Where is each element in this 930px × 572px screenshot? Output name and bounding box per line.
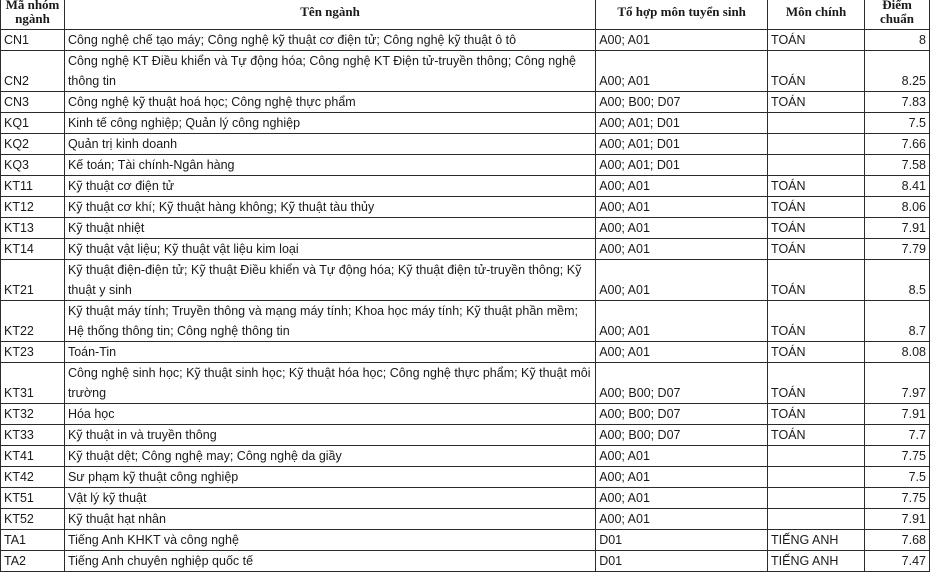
table-row <box>1 155 930 176</box>
main-subject-cell: TOÁN <box>768 239 865 260</box>
combo-cell: A00; A01 <box>596 197 768 218</box>
code-cell: KQ2 <box>1 134 65 155</box>
combo-cell: A00; A01 <box>596 30 768 51</box>
score-cell: 7.58 <box>865 155 930 176</box>
main-subject-cell: TOÁN <box>768 218 865 239</box>
combo-cell: A00; B00; D07 <box>596 363 768 404</box>
code-cell: KT12 <box>1 197 65 218</box>
score-cell: 7.83 <box>865 92 930 113</box>
combo-cell: A00; A01; D01 <box>596 113 768 134</box>
name-cell: Kinh tế công nghiệp; Quản lý công nghiệp <box>64 113 595 134</box>
code-cell: CN1 <box>1 30 65 51</box>
combo-cell: D01 <box>596 530 768 551</box>
table-row <box>1 134 930 155</box>
name-cell: Kỹ thuật hạt nhân <box>64 509 595 530</box>
main-subject-cell <box>768 446 865 467</box>
score-cell: 7.7 <box>865 425 930 446</box>
score-cell: 7.75 <box>865 488 930 509</box>
table-row <box>1 446 930 467</box>
main-subject-cell: TOÁN <box>768 92 865 113</box>
score-cell: 8.06 <box>865 197 930 218</box>
table-row <box>1 551 930 572</box>
table-row <box>1 218 930 239</box>
code-cell: KT33 <box>1 425 65 446</box>
code-cell: KT42 <box>1 467 65 488</box>
code-cell: TA2 <box>1 551 65 572</box>
name-cell: Sư phạm kỹ thuật công nghiệp <box>64 467 595 488</box>
main-subject-cell: TOÁN <box>768 342 865 363</box>
code-cell: KT31 <box>1 363 65 404</box>
code-cell: KT32 <box>1 404 65 425</box>
main-subject-cell: TOÁN <box>768 51 865 92</box>
score-cell: 7.97 <box>865 363 930 404</box>
main-subject-cell: TOÁN <box>768 301 865 342</box>
combo-cell: A00; A01; D01 <box>596 155 768 176</box>
code-cell: CN3 <box>1 92 65 113</box>
table-row <box>1 113 930 134</box>
main-subject-cell <box>768 113 865 134</box>
score-cell: 8.08 <box>865 342 930 363</box>
table-row <box>1 197 930 218</box>
name-cell: Công nghệ chế tạo máy; Công nghệ kỹ thuật cơ điện tử; Công nghệ kỹ thuật ô tô <box>64 30 595 51</box>
main-subject-cell: TIẾNG ANH <box>768 530 865 551</box>
table-row <box>1 30 930 51</box>
score-cell: 8.5 <box>865 260 930 301</box>
score-cell: 7.91 <box>865 404 930 425</box>
combo-cell: A00; B00; D07 <box>596 425 768 446</box>
name-cell: Kỹ thuật vật liệu; Kỹ thuật vật liệu kim loại <box>64 239 595 260</box>
main-subject-cell <box>768 155 865 176</box>
table-row <box>1 488 930 509</box>
score-cell: 7.79 <box>865 239 930 260</box>
score-cell: 7.5 <box>865 467 930 488</box>
main-subject-cell: TOÁN <box>768 197 865 218</box>
score-cell: 7.75 <box>865 446 930 467</box>
combo-cell: D01 <box>596 551 768 572</box>
table-row <box>1 260 930 301</box>
combo-cell: A00; A01 <box>596 260 768 301</box>
table-row <box>1 301 930 342</box>
code-cell: KT21 <box>1 260 65 301</box>
combo-cell: A00; A01 <box>596 488 768 509</box>
code-cell: KT41 <box>1 446 65 467</box>
table-row <box>1 176 930 197</box>
code-cell: KT22 <box>1 301 65 342</box>
combo-cell: A00; A01 <box>596 301 768 342</box>
table-row <box>1 509 930 530</box>
combo-cell: A00; A01 <box>596 342 768 363</box>
code-cell: KT14 <box>1 239 65 260</box>
table-row <box>1 342 930 363</box>
combo-cell: A00; A01 <box>596 176 768 197</box>
name-cell: Công nghệ sinh học; Kỹ thuật sinh học; Kỹ thuật hóa học; Công nghệ thực phẩm; Kỹ thuật môi trường <box>64 363 595 404</box>
main-subject-cell: TOÁN <box>768 363 865 404</box>
combo-cell: A00; A01 <box>596 446 768 467</box>
main-subject-cell <box>768 509 865 530</box>
table-row <box>1 239 930 260</box>
name-cell: Kỹ thuật điện-điện tử; Kỹ thuật Điều khiển và Tự động hóa; Kỹ thuật điện tử-truyền thông; Kỹ thuật y sinh <box>64 260 595 301</box>
score-cell: 7.66 <box>865 134 930 155</box>
table-row <box>1 467 930 488</box>
main-subject-cell <box>768 134 865 155</box>
name-cell: Kỹ thuật máy tính; Truyền thông và mạng máy tính; Khoa học máy tính; Kỹ thuật phần mềm; Hệ thống thông tin; Công nghệ thông tin <box>64 301 595 342</box>
table-row <box>1 530 930 551</box>
code-cell: TA1 <box>1 530 65 551</box>
code-cell: CN2 <box>1 51 65 92</box>
score-cell: 7.47 <box>865 551 930 572</box>
name-cell: Tiếng Anh chuyên nghiệp quốc tế <box>64 551 595 572</box>
name-cell: Toán-Tin <box>64 342 595 363</box>
code-cell: KQ1 <box>1 113 65 134</box>
name-cell: Hóa học <box>64 404 595 425</box>
table-row <box>1 92 930 113</box>
name-cell: Kế toán; Tài chính-Ngân hàng <box>64 155 595 176</box>
score-cell: 8 <box>865 30 930 51</box>
code-cell: KT13 <box>1 218 65 239</box>
header-name: Tên ngành <box>64 0 595 30</box>
code-cell: KT23 <box>1 342 65 363</box>
name-cell: Kỹ thuật cơ điện tử <box>64 176 595 197</box>
name-cell: Kỹ thuật cơ khí; Kỹ thuật hàng không; Kỹ thuật tàu thủy <box>64 197 595 218</box>
name-cell: Tiếng Anh KHKT và công nghệ <box>64 530 595 551</box>
combo-cell: A00; B00; D07 <box>596 404 768 425</box>
combo-cell: A00; A01 <box>596 218 768 239</box>
combo-cell: A00; A01 <box>596 239 768 260</box>
code-cell: KQ3 <box>1 155 65 176</box>
main-subject-cell: TOÁN <box>768 176 865 197</box>
main-subject-cell: TOÁN <box>768 30 865 51</box>
score-cell: 8.41 <box>865 176 930 197</box>
header-combo: Tổ hợp môn tuyển sinh <box>596 0 768 30</box>
table-row <box>1 363 930 404</box>
name-cell: Kỹ thuật nhiệt <box>64 218 595 239</box>
main-subject-cell: TOÁN <box>768 425 865 446</box>
name-cell: Kỹ thuật dệt; Công nghệ may; Công nghệ da giầy <box>64 446 595 467</box>
code-cell: KT11 <box>1 176 65 197</box>
name-cell: Công nghệ kỹ thuật hoá học; Công nghệ thực phẩm <box>64 92 595 113</box>
score-cell: 8.7 <box>865 301 930 342</box>
table-row <box>1 51 930 92</box>
header-code: Mã nhóm ngành <box>1 0 65 30</box>
header-score: Điểm chuẩn <box>865 0 930 30</box>
main-subject-cell: TOÁN <box>768 260 865 301</box>
main-subject-cell: TOÁN <box>768 404 865 425</box>
combo-cell: A00; A01 <box>596 51 768 92</box>
score-cell: 8.25 <box>865 51 930 92</box>
name-cell: Công nghệ KT Điều khiển và Tự động hóa; Công nghệ KT Điện tử-truyền thông; Công nghệ thông tin <box>64 51 595 92</box>
table-row <box>1 425 930 446</box>
score-cell: 7.5 <box>865 113 930 134</box>
combo-cell: A00; A01 <box>596 467 768 488</box>
main-subject-cell: TIẾNG ANH <box>768 551 865 572</box>
score-cell: 7.91 <box>865 218 930 239</box>
code-cell: KT52 <box>1 509 65 530</box>
header-main-subject: Môn chính <box>768 0 865 30</box>
table-row <box>1 404 930 425</box>
name-cell: Vật lý kỹ thuật <box>64 488 595 509</box>
combo-cell: A00; B00; D07 <box>596 92 768 113</box>
code-cell: KT51 <box>1 488 65 509</box>
score-cell: 7.68 <box>865 530 930 551</box>
name-cell: Quản trị kinh doanh <box>64 134 595 155</box>
main-subject-cell <box>768 467 865 488</box>
main-subject-cell <box>768 488 865 509</box>
combo-cell: A00; A01; D01 <box>596 134 768 155</box>
header-row <box>1 0 930 30</box>
score-cell: 7.91 <box>865 509 930 530</box>
combo-cell: A00; A01 <box>596 509 768 530</box>
name-cell: Kỹ thuật in và truyền thông <box>64 425 595 446</box>
